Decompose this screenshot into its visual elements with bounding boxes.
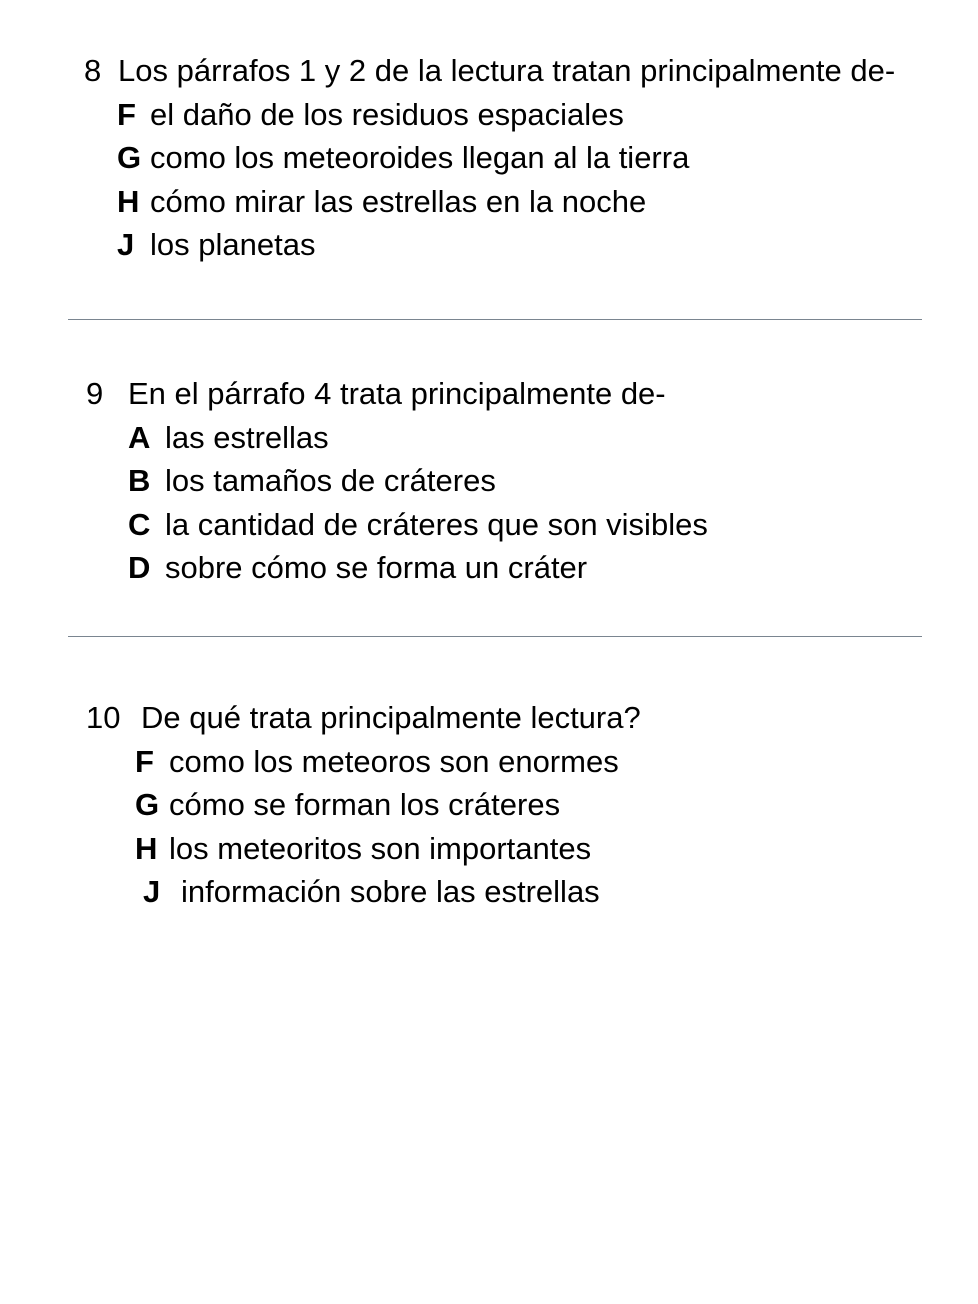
question-8-number: 8 [84,53,102,88]
question-10-stem [86,696,641,740]
option-text: información sobre las estrellas [181,874,600,909]
option-letter: G [135,787,160,822]
option-text: como los meteoros son enormes [169,743,619,779]
option-letter: C [128,506,151,542]
question-9-stem [86,372,708,416]
option-text: los tamaños de cráteres [165,463,496,498]
question-10 [86,696,641,914]
option-text: las estrellas [165,419,329,455]
question-10-option-j[interactable] [86,870,641,914]
question-10-option-f[interactable] [86,740,641,784]
option-letter: F [135,743,154,779]
option-letter: J [117,227,135,262]
question-9-text: En el párrafo 4 trata principalmente de- [128,376,666,411]
option-letter: G [117,140,142,175]
option-text: la cantidad de cráteres que son visibles [165,506,708,542]
option-letter: B [128,463,151,498]
question-8-option-g[interactable] [84,136,895,180]
option-letter: H [117,183,140,219]
option-text: cómo se forman los cráteres [169,787,561,822]
question-9-number: 9 [86,376,104,411]
section-divider [68,319,922,320]
option-text: como los meteoroides llegan al la tierra [150,140,690,175]
option-text: los meteoritos son importantes [169,830,592,866]
option-text: los planetas [150,227,316,262]
question-8-text: Los párrafos 1 y 2 de la lectura tratan principalmente de- [118,53,896,88]
question-9-option-b[interactable] [86,459,708,503]
option-text: sobre cómo se forma un cráter [165,550,588,585]
question-9-option-c[interactable] [86,503,708,547]
option-letter: H [135,830,158,866]
question-10-option-h[interactable] [86,827,641,871]
question-9-option-a[interactable] [86,416,708,460]
question-8 [84,49,895,267]
question-10-option-g[interactable] [86,783,641,827]
option-letter: A [128,419,151,455]
question-10-text: De qué trata principalmente lectura? [141,700,641,735]
option-letter: F [117,96,136,132]
section-divider [68,636,922,637]
option-letter: D [128,550,151,585]
option-letter: J [143,874,161,909]
question-9-option-d[interactable] [86,546,708,590]
option-text: cómo mirar las estrellas en la noche [150,183,647,219]
question-8-option-h[interactable] [84,180,895,224]
question-10-number: 10 [86,700,121,735]
question-9 [86,372,708,590]
question-8-option-f[interactable] [84,93,895,137]
question-8-option-j[interactable] [84,223,895,267]
option-text: el daño de los residuos espaciales [150,96,624,132]
question-8-stem [84,49,895,93]
